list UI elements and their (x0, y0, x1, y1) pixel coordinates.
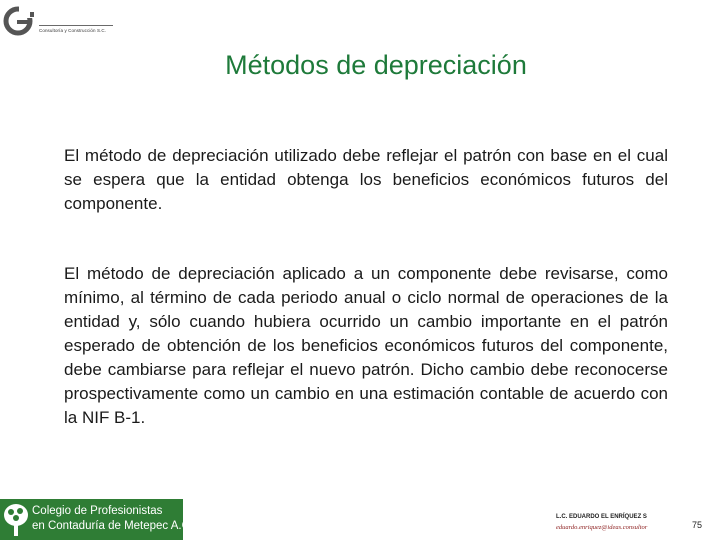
logo-divider (39, 25, 113, 26)
logo-subtitle: Consultoría y Construcción S.C. (39, 28, 107, 33)
company-logo-mark-icon (3, 4, 39, 40)
author-name: L.C. EDUARDO EL ENRÍQUEZ S (556, 514, 647, 520)
college-line-1: Colegio de Profesionistas (32, 505, 163, 517)
tree-icon (2, 503, 30, 537)
paragraph-2: El método de depreciación aplicado a un componente debe revisarse, como mínimo, al término de cada periodo anual o ciclo normal de operaciones de la entidad y, sólo cuando hubiera ocurrido un cambio importante en el patrón esperado de obtención de los beneficios económicos futuros del componente, debe cambiarse para reflejar el nuevo patrón. Dicho cambio debe reconocerse prospectivamente como un cambio en una estimación contable de acuerdo con la NIF B-1. (64, 264, 668, 427)
college-logo (0, 499, 194, 540)
author-block (556, 514, 666, 531)
college-name (32, 504, 193, 534)
page-number: 75 (692, 520, 703, 530)
college-line-2: en Contaduría de Metepec A.C. (32, 520, 194, 532)
company-logo (3, 4, 118, 44)
author-email: eduardo.enriquez@ideas.consultor (556, 524, 648, 531)
paragraph-1: El método de depreciación utilizado debe reflejar el patrón con base en el cual se espera que la entidad obtenga los beneficios económicos futuros del componente. (64, 146, 668, 213)
slide-title: Métodos de depreciación (225, 50, 527, 80)
